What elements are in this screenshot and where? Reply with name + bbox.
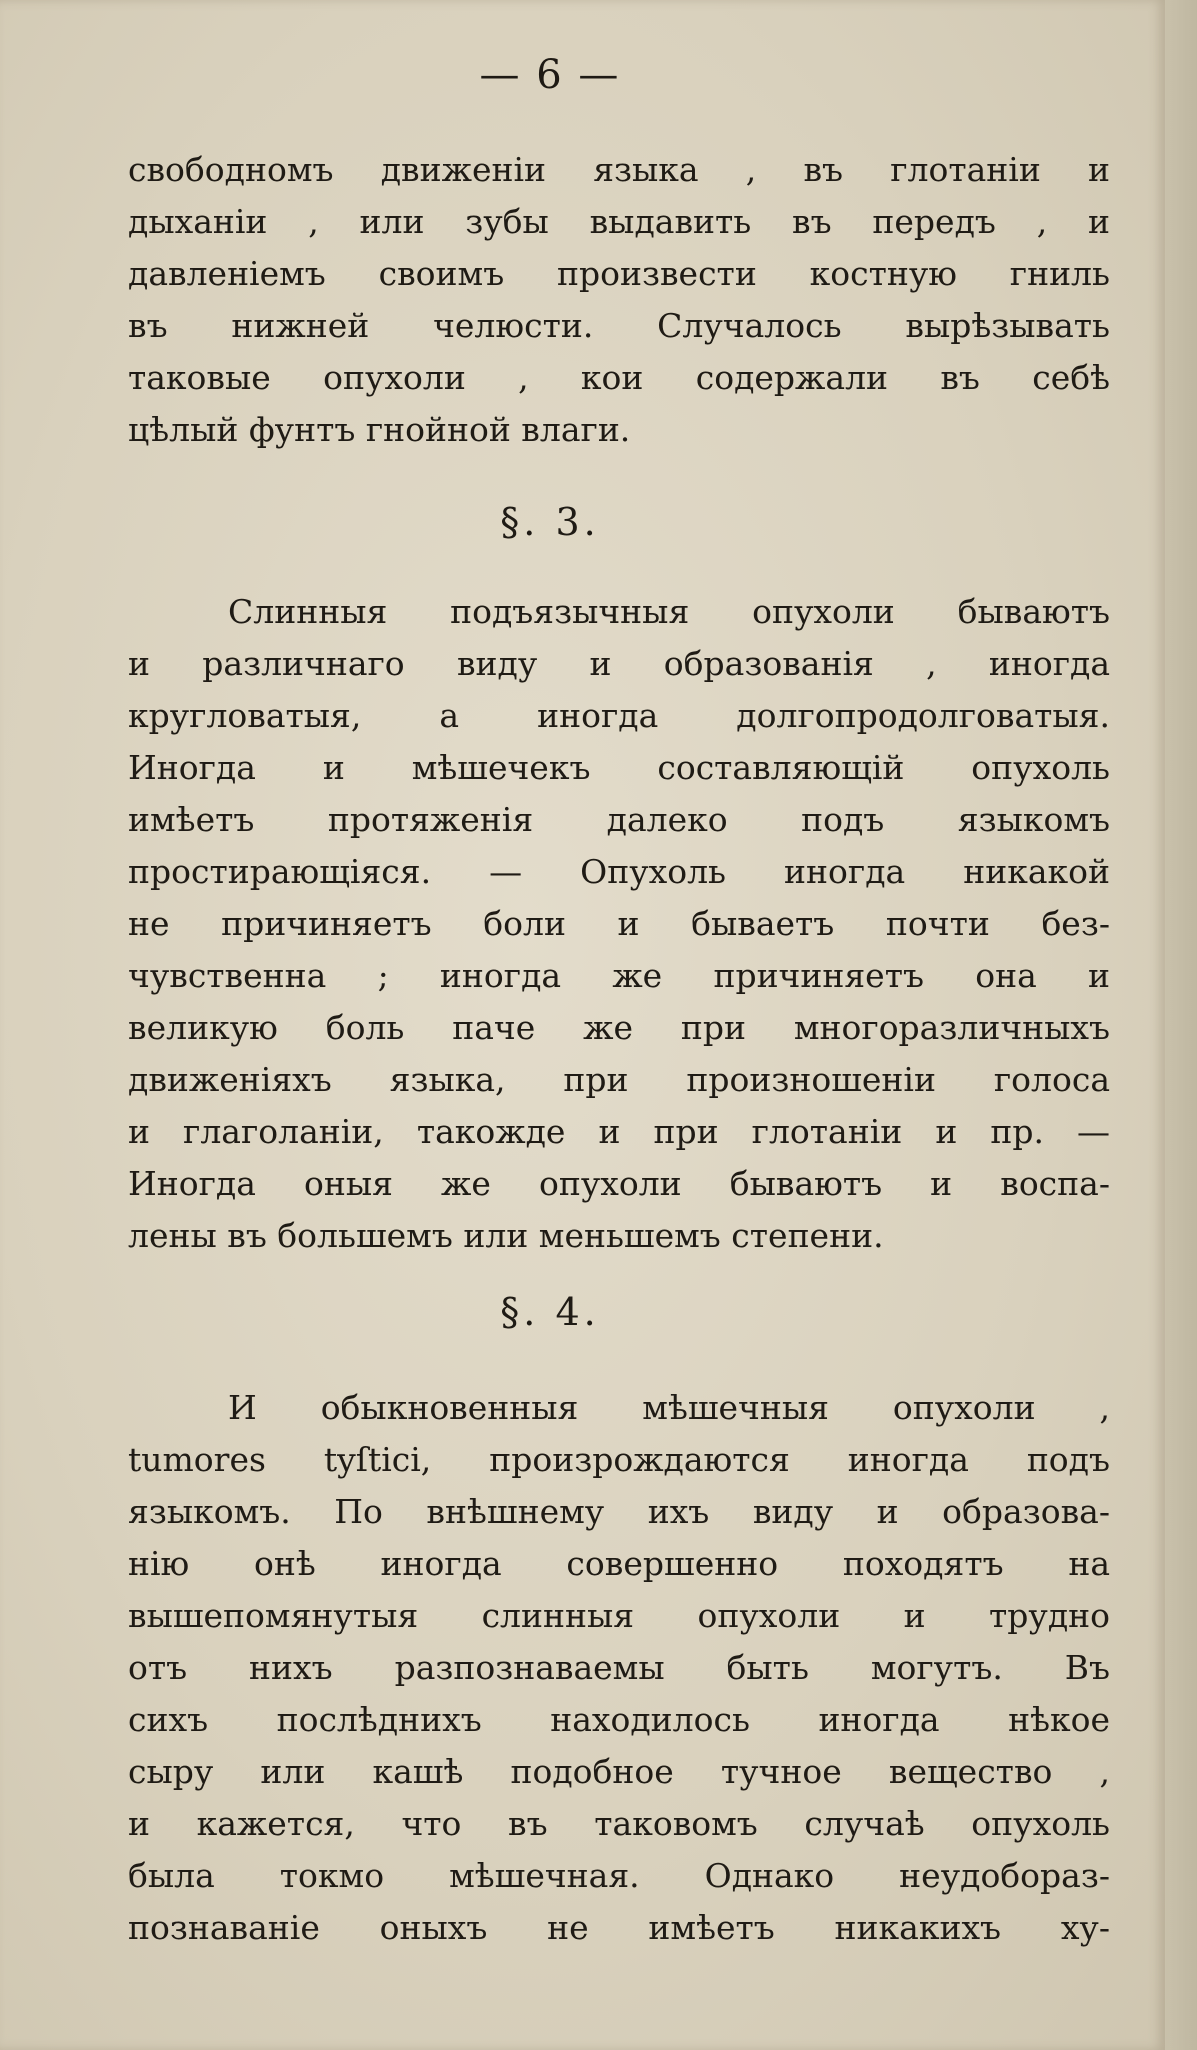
text-line: сихъ послѣднихъ находилось иногда нѣкое [128, 1700, 1110, 1739]
text-line: И обыкновенныя мѣшечныя опухоли , [228, 1388, 1110, 1427]
text-line: tumores tyſtici, произрождаются иногда подъ [128, 1440, 1110, 1479]
text-line: языкомъ. По внѣшнему ихъ виду и образова- [128, 1492, 1110, 1531]
text-line: имѣетъ протяженiя далеко подъ языкомъ [128, 800, 1110, 839]
text-line: таковые опухоли , кои содержали въ себѣ [128, 358, 1110, 397]
page-edge [1165, 0, 1197, 2050]
text-line: кругловатыя, а иногда долгопродолговатыя. [128, 696, 1110, 735]
text-line: познаванiе оныхъ не имѣетъ никакихъ ху- [128, 1908, 1110, 1947]
text-line: и глаголанiи, такожде и при глотанiи и пр. — [128, 1112, 1110, 1151]
text-line: лены въ большемъ или меньшемъ степени. [128, 1216, 884, 1255]
text-line: Иногда оныя же опухоли бываютъ и воспа- [128, 1164, 1110, 1203]
text-line: дыханiи , или зубы выдавить въ передъ , и [128, 202, 1110, 241]
text-line: чувственна ; иногда же причиняетъ она и [128, 956, 1110, 995]
text-line: движенiяхъ языка, при произношенiи голоса [128, 1060, 1110, 1099]
text-line: Слинныя подъязычныя опухоли бываютъ [228, 592, 1110, 631]
text-line: свободномъ движенiи языка , въ глотанiи и [128, 150, 1110, 189]
text-line: не причиняетъ боли и бываетъ почти без- [128, 904, 1110, 943]
text-line: и кажется, что въ таковомъ случаѣ опухоль [128, 1804, 1110, 1843]
text-line: отъ нихъ разпознаваемы быть могутъ. Въ [128, 1648, 1110, 1687]
text-line: была токмо мѣшечная. Однако неудобораз- [128, 1856, 1110, 1895]
text-line: простирающiяся. — Опухоль иногда никакой [128, 852, 1110, 891]
text-line: вышепомянутыя слинныя опухоли и трудно [128, 1596, 1110, 1635]
text-line: цѣлый фунтъ гнойной влаги. [128, 410, 631, 449]
text-line: давленiемъ своимъ произвести костную гниль [128, 254, 1110, 293]
text-line: великую боль паче же при многоразличныхъ [128, 1008, 1110, 1047]
page-number: — 6 — [479, 52, 621, 98]
text-line: сыру или кашѣ подобное тучное вещество , [128, 1752, 1110, 1791]
section-heading-4: §. 4. [500, 1290, 600, 1334]
text-line: Иногда и мѣшечекъ составляющiй опухоль [128, 748, 1110, 787]
text-line: и различнаго виду и образованiя , иногда [128, 644, 1110, 683]
text-line: нiю онѣ иногда совершенно походятъ на [128, 1544, 1110, 1583]
section-heading-3: §. 3. [500, 500, 600, 544]
text-line: въ нижней челюсти. Случалось вырѣзывать [128, 306, 1110, 345]
